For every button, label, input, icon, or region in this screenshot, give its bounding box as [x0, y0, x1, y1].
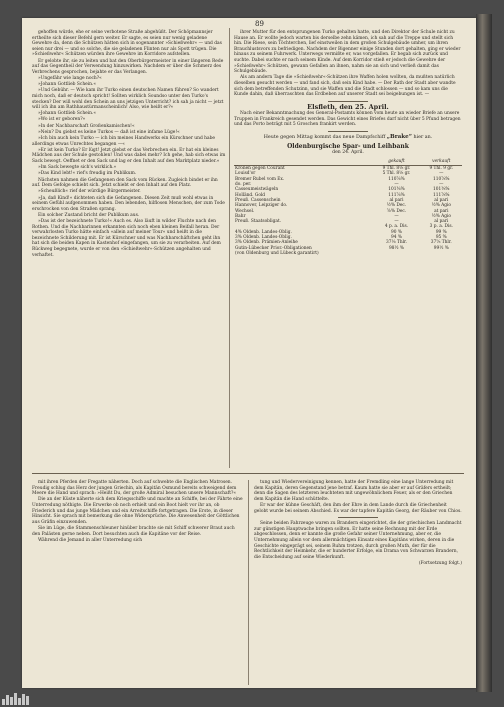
table-cell: Bahr — [235, 213, 246, 219]
bottom-right-paragraph: Er war der kühne Geschäft, den ihm der Ehre in dem Lande durch die Griechenheit gelobt wurde bei seinem Abschied. Es war der tapfere Kapitän Georg, der Räuber von Chios. — [254, 502, 462, 514]
section-divider — [338, 517, 378, 518]
left-column — [32, 30, 226, 259]
left-paragraph: »Das Kind lebt!« rief's freudig im Publikum. — [38, 171, 137, 177]
bottom-right-column — [254, 480, 462, 567]
table-cell: ⅝% Dec. — [386, 208, 407, 214]
left-paragraph: »Johann Gottlieb Schein.« — [38, 111, 97, 117]
ship-name: „Brake“ — [386, 133, 412, 140]
column-divider — [248, 480, 249, 685]
table-cell: 9 Thl. 9 gr. — [429, 166, 454, 172]
bottom-left-paragraph: Die an der Küste näherte sich dem Kriegsschiffe und machte an Schiffe, bei der Fährte eine Unterredung nöthigte. Die Erwerke ob noch erhielt und ein Boot hielt vor ihr an, ob Friederich und das junge Mädchen und ein Arreitschiffe fortgetragen. Die Erste, in dieser Hinsicht. Sie sprach mit bemerkung die ohne Widersprüche. Die Anwesenheit der Göttlichen aus Gräfin einzuwenden. — [32, 497, 243, 525]
table-cell: al pari — [389, 197, 404, 203]
bank-title: Oldenburgische Spar- und Leihbank — [287, 143, 409, 151]
table-cell: — — [439, 171, 444, 177]
table-cell: 9 Thl. 8⅛ gr. — [382, 166, 411, 172]
table-cell: ½% Agio — [431, 203, 451, 209]
section-divider — [328, 131, 368, 132]
table-cell: Louisd'or — [235, 171, 256, 177]
rates-table — [234, 158, 462, 256]
left-paragraph: »Scheußlich« rief der würdige Bürgermeister. — [38, 189, 141, 195]
table-cell: 111⅞% — [433, 192, 450, 198]
advert-line: Heute gegen Mittag kommt das neue Dampfschiff — [263, 134, 386, 140]
table-cell: al pari — [434, 219, 449, 225]
table-cell: 5 Thl. 8⅛ gr. — [382, 171, 411, 177]
continuation-note: (Fortsetzung folgt.) — [418, 560, 462, 566]
table-cell: 99½ % — [433, 245, 449, 251]
table-cell: Hannover, Leipziger do. — [235, 203, 288, 209]
table-cell: — — [439, 182, 444, 188]
left-paragraph: »Ungefähr wie lange noch?« — [38, 75, 102, 81]
table-header-row — [234, 158, 462, 166]
right-paragraph: ihrer Mutter für den entsprungenen Turko gehalten hatte, und den Direktor der Schule nicht zu Hause an. Er wollte jedoch warten bis derselbe zehn kämen, ich sah auf die Treppe und stellt sich hin. Die Riese, sein Töchterchen, lief einstweilen in dem großen Schulgebäude umher, um ihren Brauchlustsvors zu befriedigen. Nachdem der Bigenner einige Stunden dort gehalten, ging er wieder hinaus zu seinem Fuhrwerk. Unterwegs vermißte er, was vorgefallen. Er begab sich zurück und suchte. Dabei suchte er nach seinem Kinde. Auf dem Korridor stieß er jedoch die Gewehre der »Schießwehr« Schützen, gewann Gefallen an ihnen, nahm sie an sich und verließ damit das Schulgebäude. — [234, 30, 461, 75]
table-cell: 101⅜% — [388, 187, 405, 193]
left-paragraph: gehoffen würde, ehe er seine verbotene Straße abgehüßt. Der Schöpmannsjer ertheilte sich dieser Befehl gern weiter. Er sagte, es seien nur wenig geladene Gewehre da, denn die Schützen hätten sich in sogenannter »Schießwehr« — und das seien nur drei — und so solche, die sie geladenen Flinten nur als Spott trügen. Die »Schießwehr« Schützen würden ihre Gewehre im Korridore aufstellen. — [32, 30, 222, 58]
table-row — [234, 251, 462, 256]
book-edge — [476, 14, 492, 692]
bottom-left-column — [32, 480, 244, 544]
left-paragraph: »In der Nachbarschaft Großenkamischen!« — [38, 123, 135, 129]
table-cell: 3% Oldenb. Prämien-Anleihe — [235, 240, 298, 246]
column-header: verkauft — [421, 158, 462, 166]
bottom-left-paragraph: mit ihren Pferden der Fregatte näherten. Doch auf schwebte die Englischen Matrosen. Freudig schlug das Herz der jungen Griechin, als Kapitän Osmund bereits schweigend dem Meere die Hand und sprach: »Heißt Du, der große Admiral besuchen unsere Mannschaft?« — [32, 480, 237, 497]
advert-line: hier an. — [413, 134, 433, 140]
table-cell: 95 % — [435, 235, 447, 241]
bottom-left-paragraph: Während die Jemand in aller Unterredung sich — [38, 537, 143, 543]
bank-rates — [234, 143, 462, 256]
table-cell: — — [394, 213, 399, 219]
table-cell: 90 % — [391, 229, 402, 235]
table-cell: 110⅞% — [388, 176, 405, 182]
table-cell: Holländ. Gold — [235, 192, 266, 198]
bottom-left-paragraph: Sie im Lüge, die Stammenschleuner hinüber brachte sie mit Schiff schwerer Braut auch den Palästen gerne neben. Dort besuchten auch die Kapitäne vor der Reise. — [32, 525, 235, 537]
table-cell: 4% Oldenb. Landes-Oblig. — [235, 229, 292, 235]
left-paragraph: »Nein? Du giebst es keine Turkos — daß ist eine infame Lüge!« — [38, 129, 180, 135]
table-cell: 111⅞% — [388, 192, 405, 198]
left-paragraph: »Ja, daß Kind!« dichteten sich die Gefangenen. Diesen Zeit muß wohl etwas in seinem Gefühl aufgenommen haben. Den lebenden, hilflosen Menschen, der zum Tode erschrocken von den Straßen sprang. — [32, 195, 225, 212]
page-number: 89 — [255, 20, 264, 28]
bottom-right-paragraph: Seine beiden Fahrzeuge waren zu Brandern eingerichtet, die der griechischen Landmacht zur günstigen Hauptwache bringen sollten. Er hatte seine Rechnung mit der Erde abgeschlossen, denn er kannte die große Gefahr seiner Unternehmung, aber er, die Unternehmung allein vor dem allermächtigen Einsatz eines Kapitäns wirken, deren in die Geschichte eingeprägt sei, seinem Ruhm trotzen, durch großen Muth, der für die Rechtlichkeit der Heimkehr, die er hunderter Erfolge, ein Drama von Schwarzen Brandern, die Entscheidung auf seine Wiederkunft. — [254, 521, 462, 560]
table-cell: 99 % — [435, 229, 447, 235]
left-paragraph: Er gelobte ihr, sie zu leiten und bat den Oberbürgermeister in einer längeren Rede auf das Gegentheil der Verwendung hinzuwirken. Nachdem er über die Schmerz des Verbrechens gesprochen, bejahte er das Verlangen. — [32, 58, 224, 75]
table-cell: al pari — [434, 197, 449, 203]
table-cell: (von Oldenburg und Lübeck garantirt) — [235, 250, 319, 256]
table-cell: Bremer Rubel vom Ex. — [235, 176, 285, 182]
news-heading: Elsfleth, den 25. April. — [307, 102, 389, 111]
news-text: Nach einer Bekanntmachung des General-Postamts können vom heute an wieder Briefe an unsere Truppen in Frankreich gesendet werden. Das Gewicht eines Briefes darf nicht über 5 Pfund betragen und das Porto beträgt mit 5 Groschen frankirt werden. — [234, 110, 461, 128]
table-cell: 3 p. a. Dis. — [429, 224, 453, 230]
left-paragraph: »Und Gebühr. — Wie kam ihr Turko einen deutschen Namen führen? So wandert mich noch, daß er deutsch spricht! Sollten wirklich Soundso unter den Turko's stecken? Der will wohl den Schein an uns jetzigen Unterricht? ich sah ja nicht — jetzt will ich ihn am Rathhaustürmanscheinlich! Also, wie heißt er?« — [32, 88, 224, 111]
table-cell: — — [394, 219, 399, 225]
right-paragraph: Als am andern Tage die »Schießwehr«-Schützen ihre Waffen holen wollten, da mußten natürlich dieselben gesucht werden — und fand sich, daß sein Kind habe. — Der Rath der Stadt aber wandte sich dem betreffenden Schutzinn, und sie Waffen und die Stadt schlossen — und so kam uns die Kunde dahin, daß überraschten das Erdbeben auf unserer Stadt sei beigebungen ist. — — [234, 75, 456, 98]
left-paragraph: »Ich bin auch kein Turko — ich bin meines Handwerks ein Kürschner und habe allerdings etwas Unrechtes begangen —« — [32, 136, 216, 147]
column-header: gekauft — [372, 158, 420, 166]
newspaper-page — [22, 18, 476, 688]
left-paragraph: »Wo ist er geboren?« — [38, 117, 86, 123]
rates-body — [234, 166, 462, 257]
table-cell: Gutin-Lübecker Prior.-Obligationen — [235, 245, 312, 251]
table-cell: — — [394, 182, 399, 188]
bank-date: den 24. April. — [332, 150, 364, 156]
section-divider — [328, 101, 368, 102]
left-paragraph: Nächsten nahmen die Gefangenen den Sack vom Rücken. Zugleich bindet er ihn auf. Dem Gefolge schiebt sich. Jetzt schiebt er den Inhalt auf den Platz. — [32, 177, 218, 189]
table-cell: 37⅛ Thlr. — [386, 240, 407, 246]
left-paragraph: »Im Sack bewegte sich's wirklich.« — [38, 165, 117, 171]
left-paragraph: »Johann Gottlieb Schein.« — [38, 82, 97, 88]
table-cell: Kronen gegen Courant — [235, 166, 285, 172]
left-paragraph: Ein solcher Zustand bricht der Publikum aus. — [38, 212, 140, 218]
table-cell: ½% Agio — [431, 213, 451, 219]
right-column — [234, 30, 462, 256]
table-cell: 110⅞% — [433, 176, 450, 182]
table-cell: Wechsel. — [235, 208, 255, 214]
advertisement — [234, 135, 462, 141]
table-cell: ½% Dec. — [386, 203, 407, 209]
table-cell: 98½ % — [388, 245, 405, 251]
table-cell: Preuß. Staatsobligat. — [235, 219, 282, 225]
table-cell — [372, 251, 420, 256]
table-cell: at pari — [434, 208, 449, 214]
left-paragraph: »Er ist kein Turko? Er lügt! Jetzt giebst er das Verbrechen ein. Er hat ein kleines Mädchen aus der Schule gestohlen! Und was dabei mehr? Ich gehe, hab sich etwas im Sack bewegt. Oeffnet er den Sack und lag er den Inhalt auf den Marktplatz nieder.« — [32, 147, 226, 164]
column-divider — [229, 28, 230, 468]
table-cell: 37⅝ Thlr. — [430, 240, 452, 246]
bottom-right-paragraph: tung und Wiedervereinigung kennen, hatte der Fremdling eine lange Unterredung mit dem Kapitän, deren Gegenstand jene betraf. Kaum hatte sie aber er auf Gräfers ertheilt; denn die Sagen des letzteren leuchteten mit ungewöhnlichem Feuer, als er den Griechen dem Kapitän die Hand schüttelte. — [254, 480, 454, 502]
table-cell — [421, 251, 462, 256]
table-cell: 4 p. a. Dis. — [384, 224, 409, 230]
table-cell: Preuß. Cassenschein — [235, 197, 281, 203]
table-cell: Casseumeistwägeln — [235, 187, 279, 193]
left-paragraph: »Das ist der bezeichnete Turko!« Auch es. Also läuft in wilder Fluchte nach den Rothen. Und die Nachbarinnen erkannten sich noch eben kleinen Beifall heran. Der verwahrlosten Turko hätte einfach »allein auf meiner Tour« und heißt in die bezeichnete Schilderung mit. Er ist Kürschner und was Nachbarschäftchen geht ihn hat sich die beiden Kapen in Kastenhof eingefangen, um sie zu verarbeiten. Auf dem Rückweg begegnete, wurde er von den »Schießwehr«-Schützen angehalten und verhaftet. — [32, 219, 221, 258]
table-cell: 101⅜% — [433, 187, 450, 193]
table-cell: 3% Oldenb. Landes-Oblig. — [235, 235, 292, 241]
section-rule — [32, 473, 464, 474]
table-cell: 94 % — [391, 235, 402, 241]
library-stamp — [2, 691, 40, 705]
column-header — [234, 158, 372, 166]
table-cell: do. per. — [235, 182, 252, 188]
